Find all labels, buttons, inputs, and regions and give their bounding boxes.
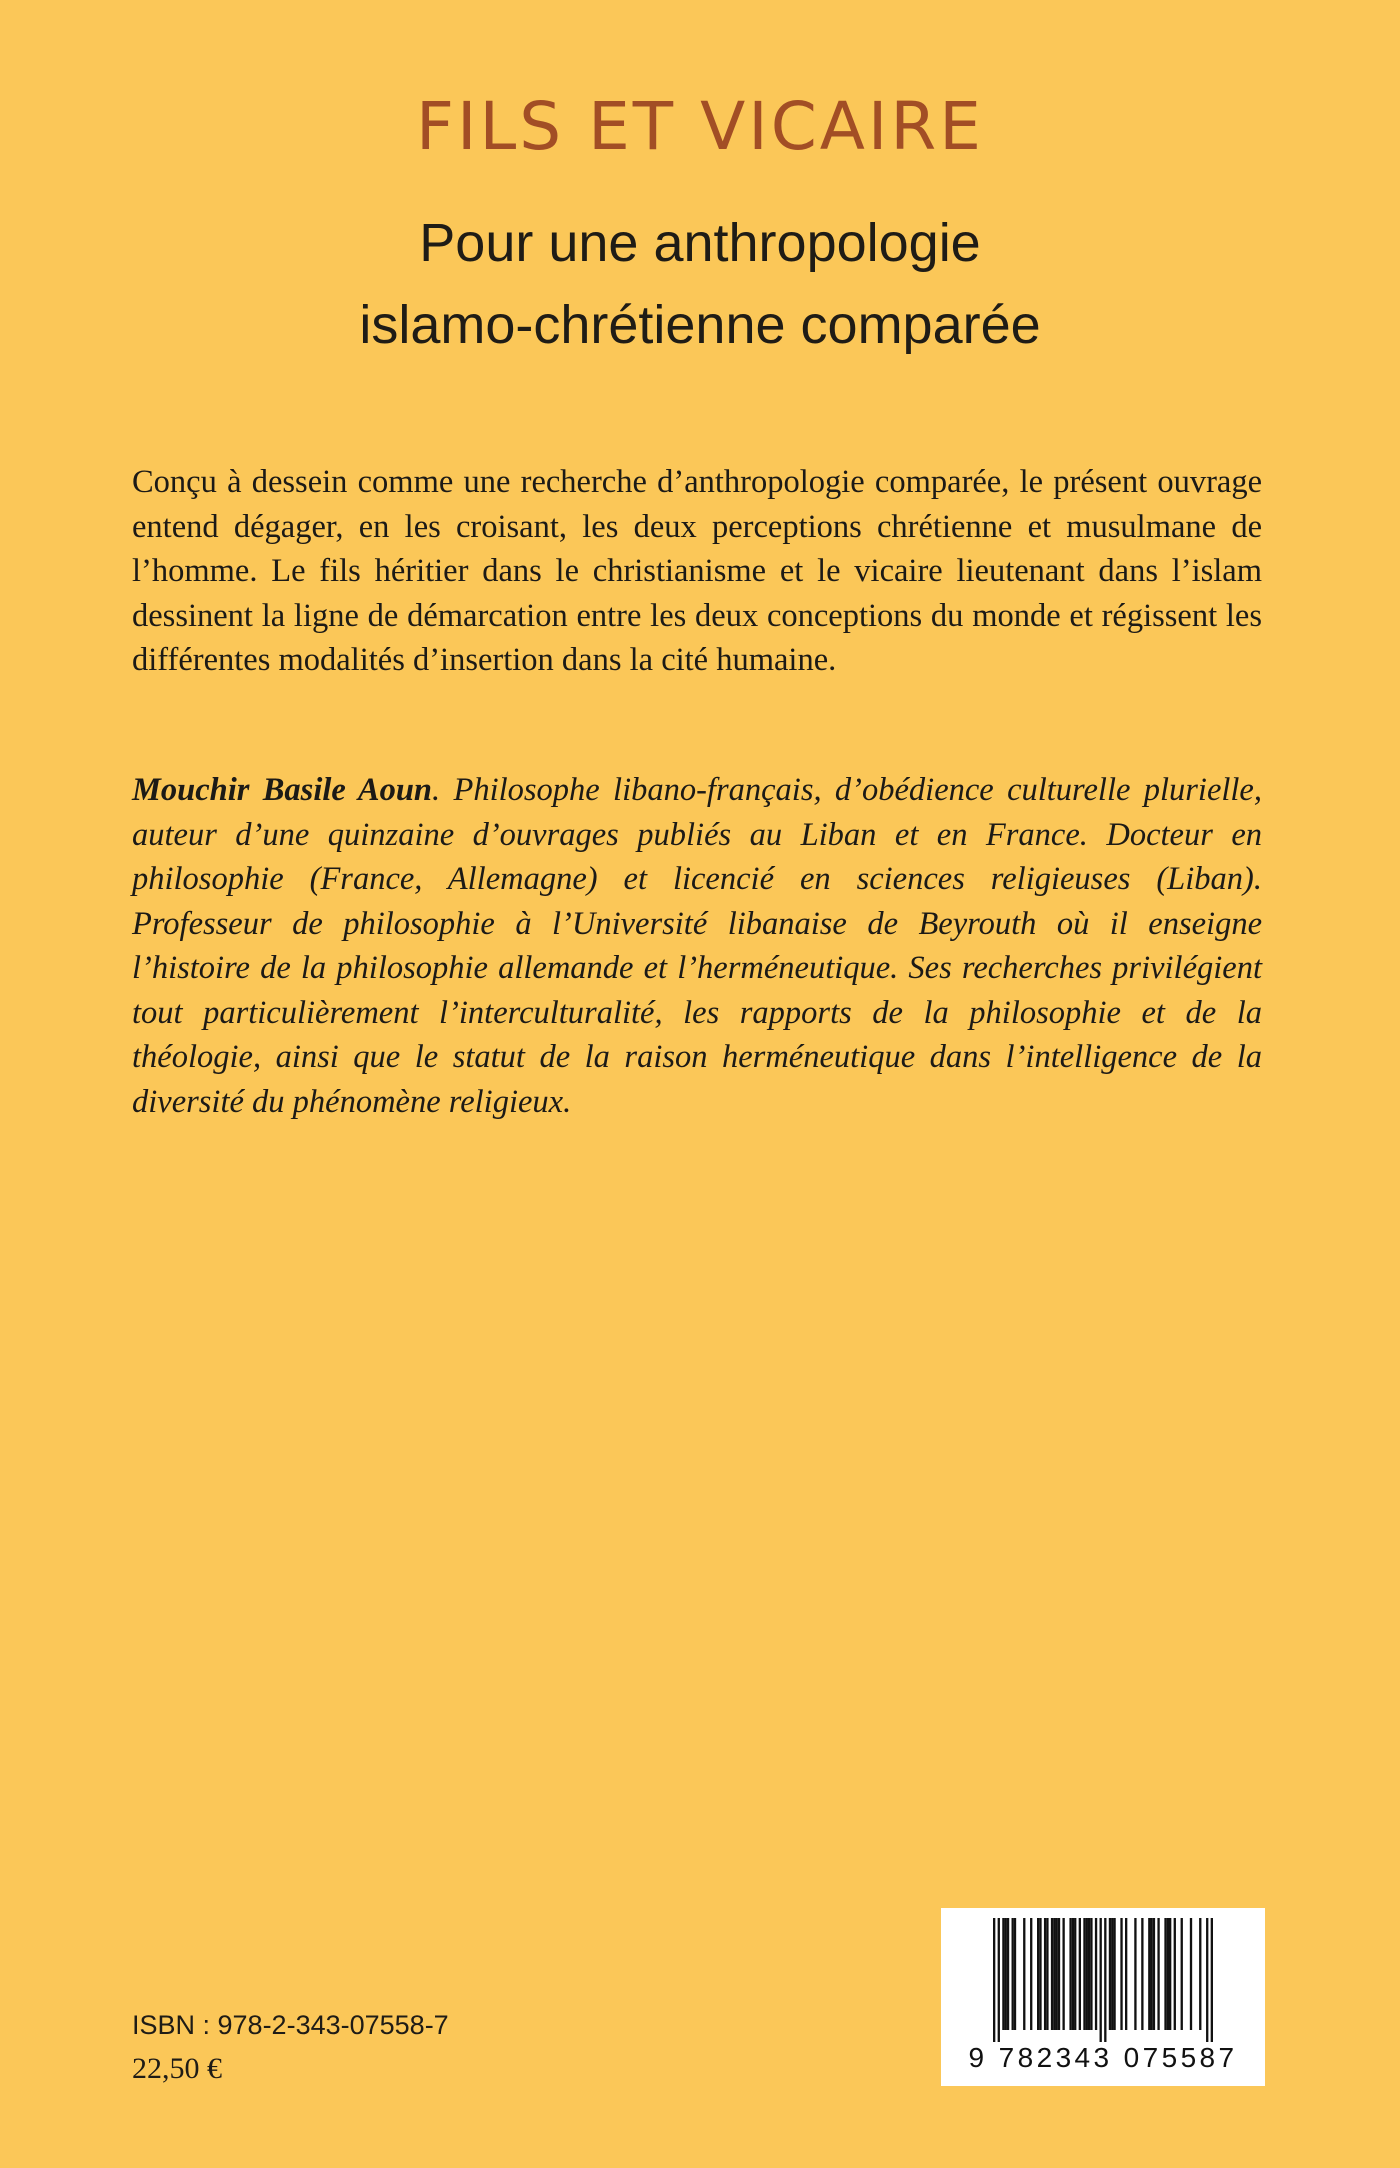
barcode-bar (1111, 1918, 1113, 2030)
barcode-bar (1090, 1918, 1092, 2030)
subtitle-line-2: islamo-chrétienne comparée (359, 295, 1041, 355)
barcode-bar (1086, 1918, 1088, 2030)
barcode-bar (1100, 1918, 1102, 2042)
barcode-bar (1007, 1918, 1009, 2030)
barcode-bar (1104, 1918, 1106, 2042)
barcode-bar (1164, 1918, 1166, 2030)
barcode-bar (1069, 1918, 1071, 2030)
book-title: FILS ET VICAIRE (416, 88, 984, 165)
barcode-bar (1002, 1918, 1004, 2030)
barcode-bar (1120, 1918, 1122, 2030)
price: 22,50 € (132, 2052, 222, 2085)
barcode-bar (1044, 1918, 1046, 2030)
barcode-bar (1053, 1918, 1055, 2030)
barcode-bar (1014, 1918, 1016, 2030)
barcode-bar (1157, 1918, 1159, 2030)
book-subtitle (0, 202, 1400, 366)
author-name: Mouchir Basile Aoun (132, 772, 433, 808)
barcode-bar (1181, 1918, 1183, 2030)
barcode-bar (1190, 1918, 1192, 2030)
barcode-bar (1023, 1918, 1025, 2030)
barcode-bar (1174, 1918, 1176, 2030)
barcode-bar (1199, 1918, 1201, 2030)
barcode-bar (1012, 1918, 1014, 2030)
author-bio (132, 768, 1262, 1124)
barcode-bar (1113, 1918, 1115, 2030)
barcode-bar (1211, 1918, 1213, 2042)
barcode-bar (1141, 1918, 1143, 2030)
barcode-bar (993, 1918, 995, 2042)
barcode-bar (1169, 1918, 1171, 2030)
barcode-bar (1153, 1918, 1155, 2030)
barcode-bar (1062, 1918, 1064, 2030)
barcode-bar (1072, 1918, 1074, 2030)
barcode-bar (1056, 1918, 1058, 2030)
subtitle-line-1: Pour une anthropologie (419, 213, 981, 273)
author-bio-text: . Philosophe libano-français, d’obédience culturelle plurielle, auteur d’une quinzaine d’ouvrages publiés au Liban et en France. Docteur en philosophie (France, Allemagne) et licencié en sciences religieuses (Liban). Professeur de philosophie à l’Université libanaise de Beyrouth où il enseigne l’histoire de la philosophie allemande et l’herméneutique. Ses recherches privilégient tout particulièrement l’interculturalité, les rapports de la philosophie et de la théologie, ainsi que le statut de la raison herméneutique dans l’intelligence de la diversité du phénomène religieux. (132, 772, 1262, 1120)
barcode-bar (1088, 1918, 1090, 2030)
barcode-bars (993, 1918, 1213, 2042)
barcode-bar (1051, 1918, 1053, 2030)
barcode-bar (1150, 1918, 1152, 2030)
barcode-bar (998, 1918, 1000, 2042)
barcode-bar (1030, 1918, 1032, 2030)
barcode-bar (1079, 1918, 1081, 2030)
barcode-bar (1083, 1918, 1085, 2030)
barcode (941, 1908, 1265, 2086)
barcode-bar (1058, 1918, 1060, 2030)
barcode-bar (1095, 1918, 1097, 2030)
barcode-bar (1206, 1918, 1208, 2042)
barcode-bar (1167, 1918, 1169, 2030)
barcode-bar (1125, 1918, 1127, 2030)
barcode-bar (1148, 1918, 1150, 2030)
barcode-bar (1005, 1918, 1007, 2030)
barcode-number: 9 782343 075587 (968, 2042, 1238, 2073)
barcode-bar (1109, 1918, 1111, 2030)
barcode-bar (1039, 1918, 1041, 2030)
isbn: ISBN : 978-2-343-07558-7 (132, 2010, 449, 2040)
book-summary: Conçu à dessein comme une recherche d’anthropologie comparée, le présent ouvrage entend dégager, en les croisant, les deux perceptions chrétienne et musulmane de l’homme. Le fils héritier dans le christianisme et le vicaire lieutenant dans l’islam dessinent la ligne de démarcation entre les deux conceptions du monde et régissent les différentes modalités d’insertion dans la cité humaine. (132, 464, 1262, 678)
barcode-bar (1046, 1918, 1048, 2030)
barcode-bar (1134, 1918, 1136, 2030)
barcode-bar (1037, 1918, 1039, 2030)
barcode-bar (1074, 1918, 1076, 2030)
